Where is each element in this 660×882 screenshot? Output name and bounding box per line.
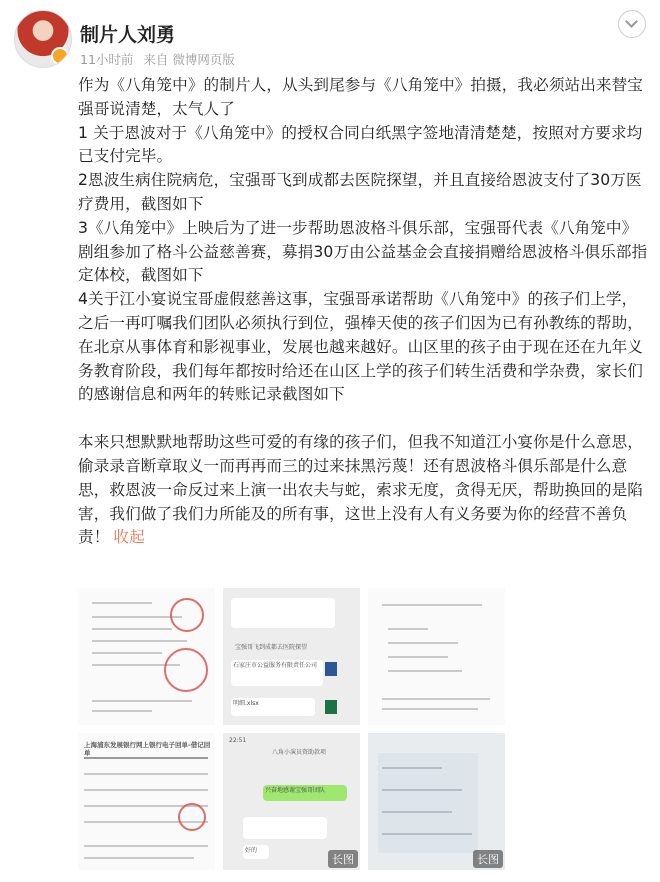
image-thumbnail-bank-receipt[interactable] — [78, 733, 215, 870]
long-image-badge: 长图 — [328, 850, 358, 868]
word-file-icon — [325, 662, 337, 676]
long-image-badge: 长图 — [473, 850, 503, 868]
chat-title: 八角小演员资助款项 — [271, 749, 326, 756]
status-time: 22:51 — [229, 737, 247, 744]
post-source: 来自 微博网页版 — [143, 52, 235, 67]
post-header — [0, 0, 660, 80]
post-paragraph: 2恩波生病住院病危，宝强哥飞到成都去医院探望，并且直接给恩波支付了30万医疗费用，截图如下 — [78, 171, 642, 213]
chat-bubble: 好的 — [243, 845, 269, 859]
post-body — [78, 74, 648, 550]
chat-bubble: 兴奋地感谢宝强哥团队 — [263, 785, 347, 801]
post-meta — [80, 50, 241, 68]
post-paragraph: 本来只想默默地帮助这些可爱的有缘的孩子们，但我不知道江小宴你是什么意思，偷录录音断章取义一而再再而三的过来抹黑污蔑！还有恩波格斗俱乐部是什么意思，救恩波一命反过来上演一出农夫与蛇，索求无度，贪得无厌，帮助换回的是陷害，我们做了我们力所能及的所有事，这世上没有人有义务要为你的经营不善负责！ 收起 — [78, 433, 643, 547]
image-thumbnail-chat[interactable] — [223, 588, 360, 725]
post-paragraph: 3《八角笼中》上映后为了进一步帮助恩波格斗俱乐部，宝强哥代表《八角笼中》剧组参加了格斗公益慈善赛，募捐30万由公益基金会直接捐赠给恩波格斗俱乐部指定体校，截图如下 — [78, 218, 648, 285]
collapse-link[interactable]: 收起 — [113, 528, 145, 547]
image-thumbnail-transfer-record[interactable] — [368, 733, 505, 870]
post-paragraph: 1 关于恩波对于《八角笼中》的授权合同白纸黑字签地清清楚楚，按照对方要求均已支付完毕。 — [78, 123, 643, 166]
post-paragraph: 4关于江小宴说宝哥虚假慈善这事，宝强哥承诺帮助《八角笼中》的孩子们上学，之后一再叮嘱我们团队必须执行到位，强棒天使的孩子们因为已有孙教练的帮助，在北京从事体育和影视事业，发展也越来越好。山区里的孩子由于现在还在九年义务教育阶段，我们每年都按时给还在山区上学的孩子们转生活费和学杂费，家长们的感谢信息和两年的转账记录截图如下 — [78, 290, 643, 404]
image-thumbnail-contract[interactable] — [78, 588, 215, 725]
chat-text: 宝强哥飞到成都去医院探望 — [235, 644, 308, 651]
post-paragraph: 作为《八角笼中》的制片人，从头到尾参与《八角笼中》拍摄，我必须站出来替宝强哥说清楚，太气人了 — [78, 76, 643, 118]
chevron-down-icon[interactable] — [618, 10, 646, 38]
author-name[interactable]: 制片人刘勇 — [80, 24, 176, 46]
image-thumbnail-chat-long[interactable] — [223, 733, 360, 870]
avatar[interactable] — [14, 10, 72, 68]
verified-badge-icon — [51, 47, 69, 65]
image-thumbnail-document[interactable] — [368, 588, 505, 725]
image-grid — [78, 588, 510, 870]
post-time[interactable]: 11小时前 — [80, 52, 134, 67]
chat-bubble — [243, 817, 327, 839]
chat-bubble — [231, 598, 335, 628]
excel-file-icon — [325, 700, 337, 714]
file-message: 石家庄市公益服务有限责任公司 — [231, 660, 323, 686]
file-message: 明细.xlsx — [231, 698, 315, 716]
receipt-title: 上海浦东发展银行网上银行电子回单-借记回单 — [84, 741, 211, 757]
